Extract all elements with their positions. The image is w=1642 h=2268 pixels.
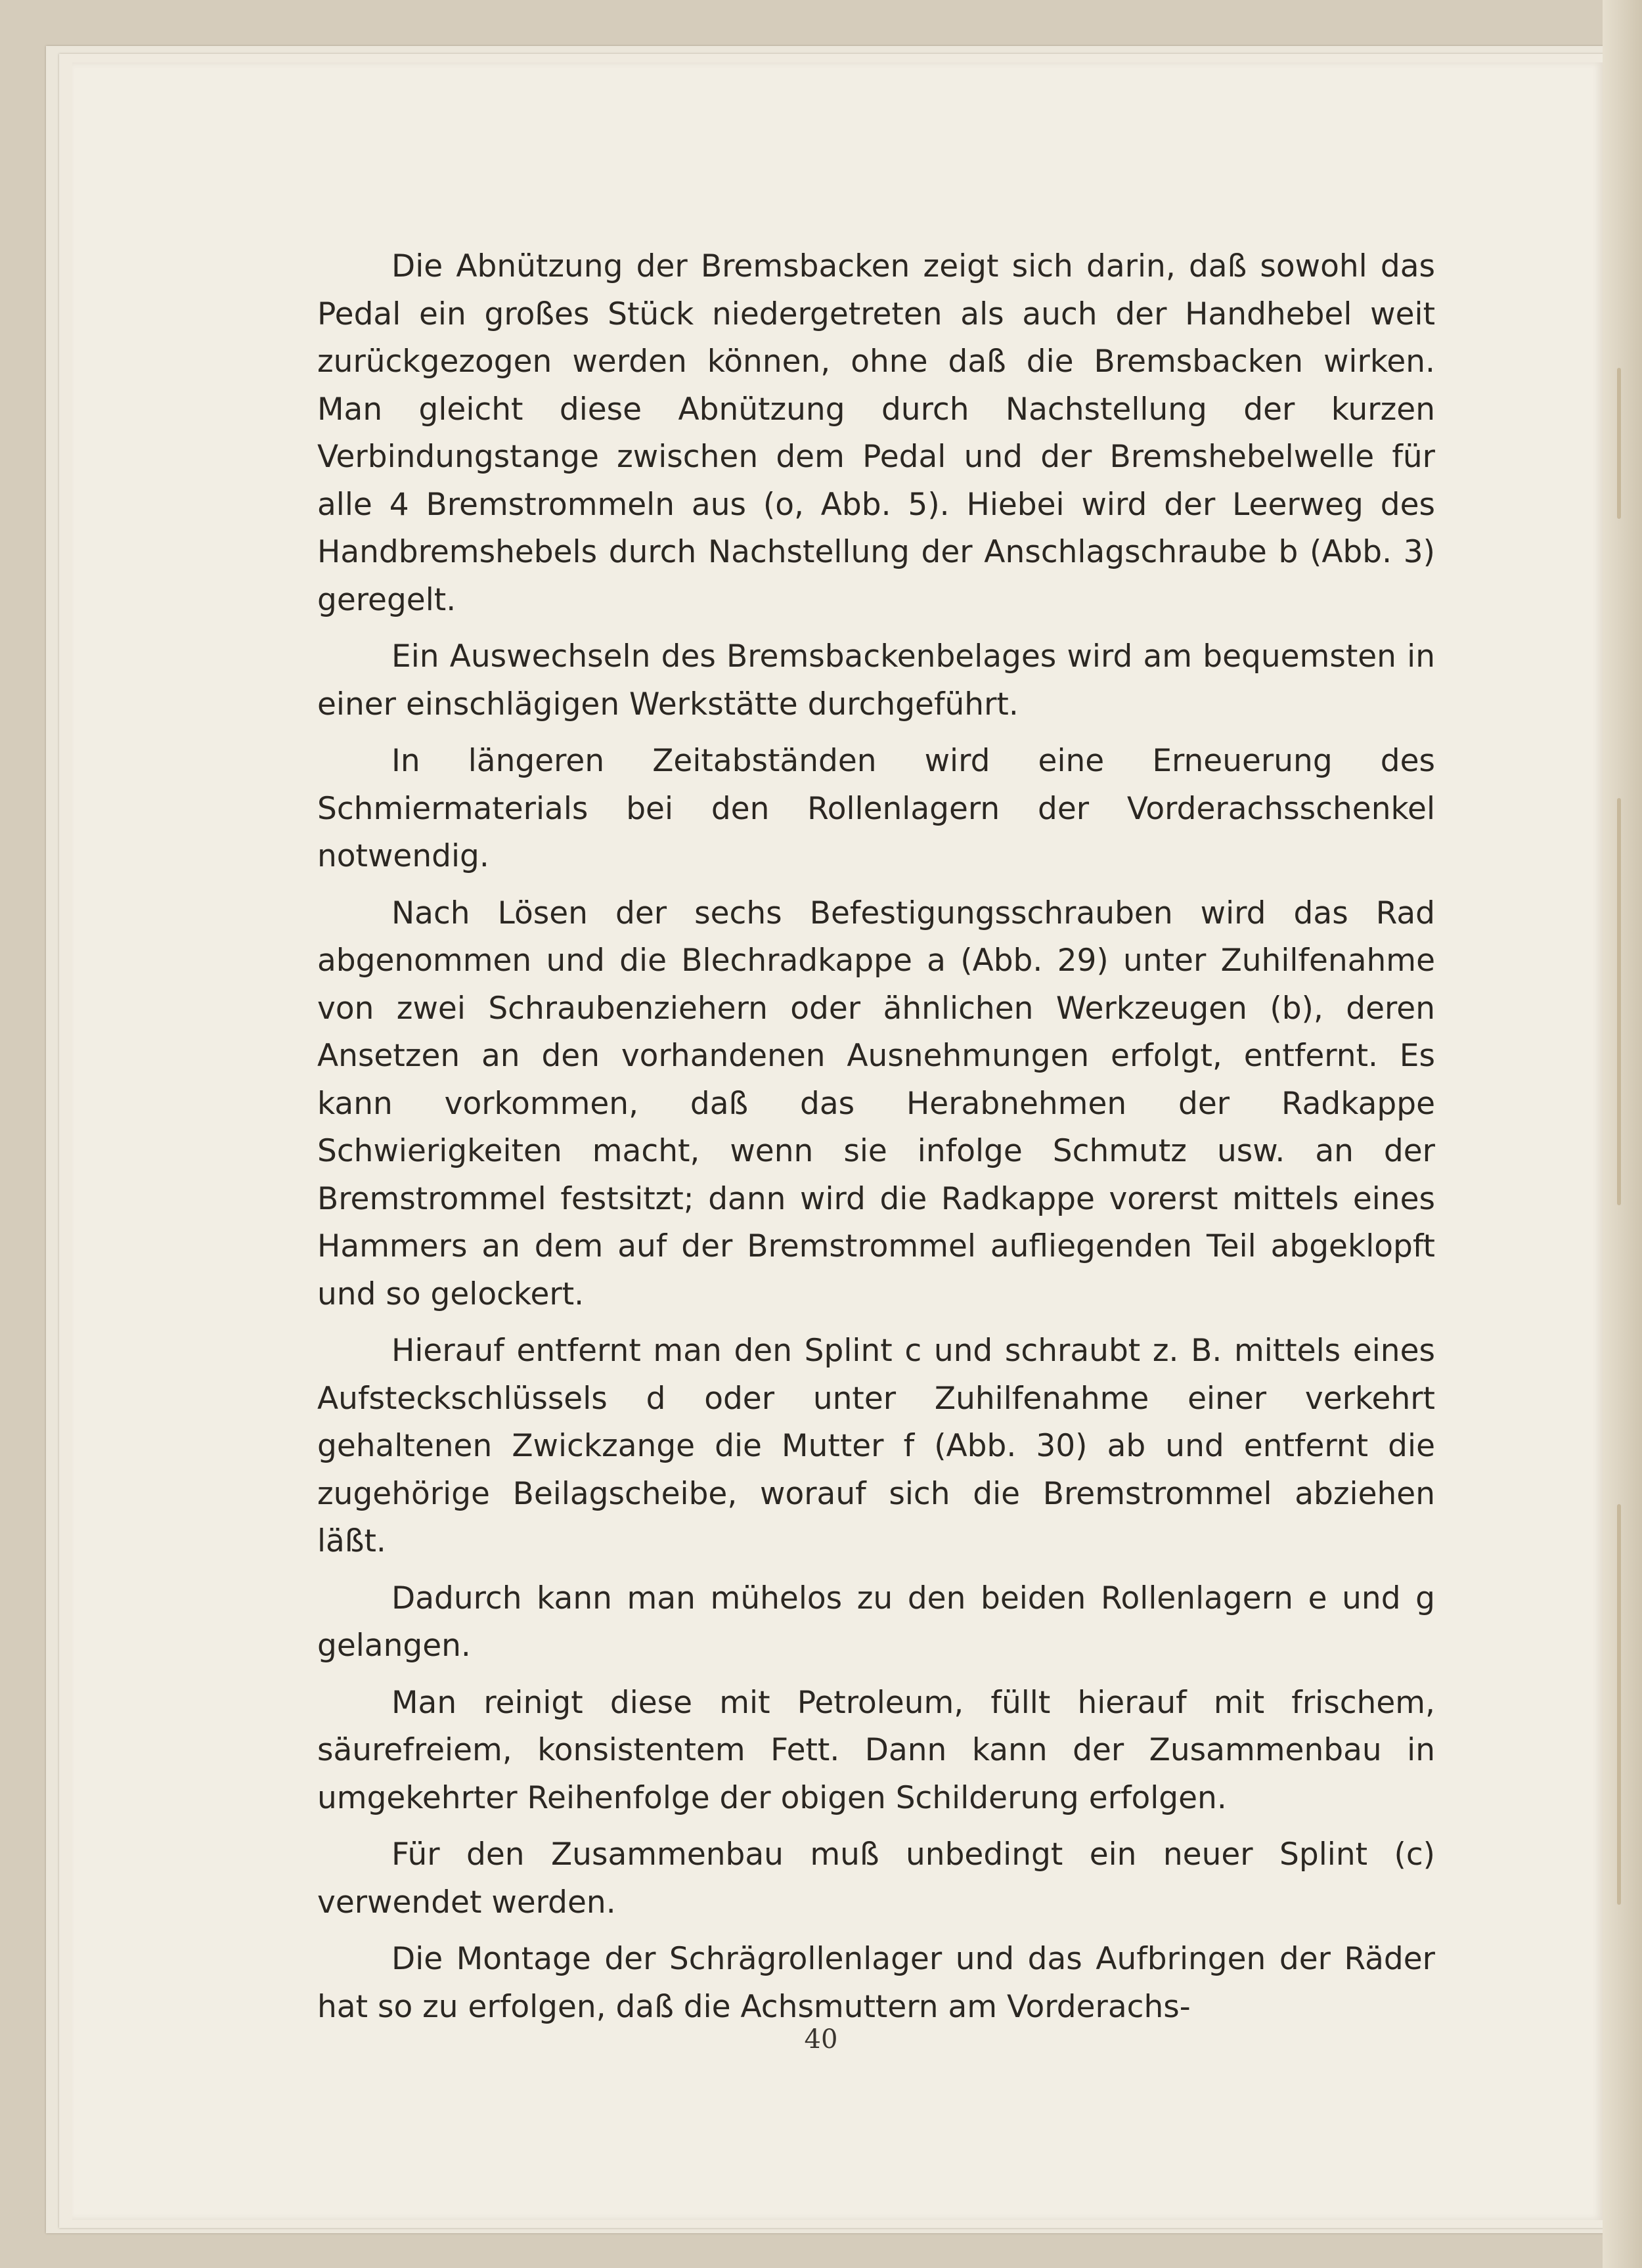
page-edge [1603, 0, 1642, 2268]
paragraph-3: In längeren Zeitabständen wird eine Erneuerung des Schmiermaterials bei den Rollenlagern der Vorderachsschenkel notwendig. [317, 743, 1435, 874]
paragraph-1: Die Abnützung der Bremsbacken zeigt sich darin, daß sowohl das Pedal ein großes Stück niedergetreten als auch der Handhebel weit zurückgezogen werden können, ohne daß die Bremsbacken wirken. Man gleicht diese Abnützung durch Nachstellung der kurzen Verbindungstange zwischen dem Pedal und der Bremshebelwelle für alle 4 Bremstrommeln aus (o, Abb. 5). Hiebei wird der Leerweg des Handbremshebels durch Nachstellung der Anschlagschraube b (Abb. 3) geregelt. [317, 248, 1435, 618]
paragraph-9: Die Montage der Schrägrollenlager und das Aufbringen der Räder hat so zu erfolgen, daß die Achsmuttern am Vorderachs- [317, 1941, 1435, 2025]
paragraph-2: Ein Auswechseln des Bremsbackenbelages wird am bequemsten in einer einschlägigen Werkstätte durchgeführt. [317, 638, 1435, 723]
binding-mark [1617, 1504, 1621, 1905]
binding-mark [1617, 798, 1621, 1205]
page-number: 40 [804, 2024, 838, 2055]
binding-mark [1617, 368, 1621, 519]
paragraph-6: Dadurch kann man mühelos zu den beiden Rollenlagern e und g gelangen. [317, 1580, 1435, 1664]
paragraph-7: Man reinigt diese mit Petroleum, füllt hierauf mit frischem, säurefreiem, konsistentem Fett. Dann kann der Zusammenbau in umgekehrter Reihenfolge der obigen Schilderung erfolgen. [317, 1684, 1435, 1816]
paragraph-8: Für den Zusammenbau muß unbedingt ein neuer Splint (c) verwendet werden. [317, 1836, 1435, 1921]
paragraph-4: Nach Lösen der sechs Befestigungsschrauben wird das Rad abgenommen und die Blechradkappe a (Abb. 29) unter Zuhilfenahme von zwei Schraubenziehern oder ähnlichen Werkzeugen (b), deren Ansetzen an den vorhandenen Ausnehmungen erfolgt, entfernt. Es kann vorkommen, daß das Herabnehmen der Radkappe Schwierigkeiten macht, wenn sie infolge Schmutz usw. an der Bremstrommel festsitzt; dann wird die Radkappe vorerst mittels eines Hammers an dem auf der Bremstrommel aufliegenden Teil abgeklopft und so gelockert. [317, 895, 1435, 1312]
body-text [317, 243, 1435, 2040]
paragraph-5: Hierauf entfernt man den Splint c und schraubt z. B. mittels eines Aufsteckschlüssels d oder unter Zuhilfenahme einer verkehrt gehaltenen Zwickzange die Mutter f (Abb. 30) ab und entfernt die zugehörige Beilagscheibe, worauf sich die Bremstrommel abziehen läßt. [317, 1333, 1435, 1559]
